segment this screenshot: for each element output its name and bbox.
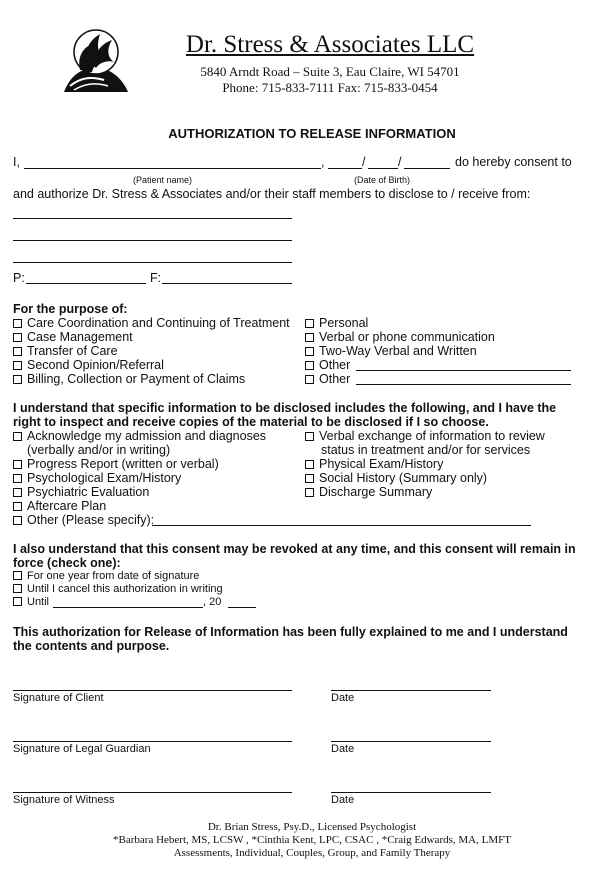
checkbox[interactable]: [13, 584, 22, 593]
checkbox[interactable]: [13, 488, 22, 497]
purpose-option-care-coordination[interactable]: Care Coordination and Continuing of Treatment: [13, 316, 290, 330]
guardian-signature-line[interactable]: [13, 741, 292, 742]
checkbox[interactable]: [305, 432, 314, 441]
checkbox[interactable]: [13, 333, 22, 342]
client-signature-label: Signature of Client: [13, 692, 104, 704]
revoke-year-line[interactable]: [228, 607, 256, 608]
checkbox[interactable]: [305, 375, 314, 384]
disclose-option-other[interactable]: Other (Please specify):: [13, 513, 154, 527]
consent-comma: ,: [321, 155, 325, 169]
authorize-text: and authorize Dr. Stress & Associates and/or their staff members to disclose to / receive from:: [13, 187, 531, 201]
form-title: AUTHORIZATION TO RELEASE INFORMATION: [168, 126, 456, 141]
dob-day-line[interactable]: [368, 168, 398, 169]
checkbox[interactable]: [13, 375, 22, 384]
client-date-line[interactable]: [331, 690, 491, 691]
checkbox[interactable]: [13, 502, 22, 511]
disclose-other-line[interactable]: [152, 525, 531, 526]
disclose-option-physical-exam[interactable]: Physical Exam/History: [305, 457, 443, 471]
checkbox[interactable]: [13, 516, 22, 525]
checkbox[interactable]: [305, 474, 314, 483]
revoke-year-prefix: , 20: [203, 596, 222, 608]
footer-services: Assessments, Individual, Couples, Group, and Family Therapy: [173, 847, 451, 859]
company-name: Dr. Stress & Associates LLC: [185, 31, 475, 58]
checkbox[interactable]: [13, 571, 22, 580]
witness-date-label: Date: [331, 794, 355, 806]
phone-label: P:: [13, 271, 25, 285]
purpose-option-personal[interactable]: Personal: [305, 316, 368, 330]
checkbox[interactable]: [13, 474, 22, 483]
checkbox[interactable]: [305, 347, 314, 356]
witness-signature-label: Signature of Witness: [13, 794, 115, 806]
footer-staff: *Barbara Hebert, MS, LCSW , *Cinthia Kent, LPC, CSAC , *Craig Edwards, MA, LMFT: [113, 834, 511, 846]
dob-slash-1: /: [362, 155, 366, 169]
witness-signature-line[interactable]: [13, 792, 292, 793]
revoke-option-until-cancel[interactable]: Until I cancel this authorization in writing: [13, 583, 223, 596]
checkbox[interactable]: [305, 460, 314, 469]
disclose-option-social-history[interactable]: Social History (Summary only): [305, 471, 487, 485]
revoke-option-until-date[interactable]: Until: [13, 596, 49, 609]
revoke-heading-2: force (check one):: [13, 556, 121, 570]
checkbox[interactable]: [13, 597, 22, 606]
company-phone: Phone: 715-833-7111 Fax: 715-833-0454: [222, 80, 438, 95]
purpose-option-case-management[interactable]: Case Management: [13, 330, 133, 344]
phone-line[interactable]: [26, 283, 146, 284]
footer-psychologist: Dr. Brian Stress, Psy.D., Licensed Psychologist: [207, 821, 417, 833]
disclose-option-verbal-exchange[interactable]: Verbal exchange of information to review: [305, 429, 545, 443]
revoke-until-date-line[interactable]: [53, 607, 203, 608]
disclose-option-admission[interactable]: Acknowledge my admission and diagnoses: [13, 429, 266, 443]
purpose-other-1-line[interactable]: [356, 370, 571, 371]
guardian-date-line[interactable]: [331, 741, 491, 742]
fax-line[interactable]: [162, 283, 292, 284]
dob-label: (Date of Birth): [354, 175, 411, 185]
company-address: 5840 Arndt Road – Suite 3, Eau Claire, WI 54701: [200, 64, 460, 79]
checkbox[interactable]: [305, 488, 314, 497]
client-date-label: Date: [331, 692, 355, 704]
purpose-option-two-way[interactable]: Two-Way Verbal and Written: [305, 344, 477, 358]
purpose-option-second-opinion[interactable]: Second Opinion/Referral: [13, 358, 164, 372]
disclose-option-discharge[interactable]: Discharge Summary: [305, 485, 432, 499]
guardian-signature-label: Signature of Legal Guardian: [13, 743, 151, 755]
recipient-line-1[interactable]: [13, 218, 292, 219]
checkbox[interactable]: [13, 347, 22, 356]
disclose-admission-cont: (verbally and/or in writing): [27, 443, 171, 457]
dob-slash-2: /: [398, 155, 402, 169]
client-signature-line[interactable]: [13, 690, 292, 691]
purpose-option-other-2[interactable]: Other: [305, 372, 350, 386]
recipient-line-2[interactable]: [13, 240, 292, 241]
checkbox[interactable]: [305, 361, 314, 370]
purpose-option-billing[interactable]: Billing, Collection or Payment of Claims: [13, 372, 245, 386]
explained-line-2: the contents and purpose.: [13, 639, 170, 653]
disclosure-heading-1: I understand that specific information to be disclosed includes the following, and I have the: [13, 401, 557, 415]
disclose-option-psych-eval[interactable]: Psychiatric Evaluation: [13, 485, 149, 499]
recipient-line-3[interactable]: [13, 262, 292, 263]
purpose-option-verbal-phone[interactable]: Verbal or phone communication: [305, 330, 495, 344]
revoke-option-one-year[interactable]: For one year from date of signature: [13, 570, 199, 583]
patient-name-label: (Patient name): [133, 175, 193, 185]
checkbox[interactable]: [305, 319, 314, 328]
purpose-option-other-1[interactable]: Other: [305, 358, 350, 372]
company-logo: [60, 26, 132, 96]
dob-month-line[interactable]: [328, 168, 362, 169]
checkbox[interactable]: [13, 432, 22, 441]
fax-label: F:: [150, 271, 162, 285]
disclose-verbal-exchange-cont: status in treatment and/or for services: [321, 443, 531, 457]
witness-date-line[interactable]: [331, 792, 491, 793]
purpose-heading: For the purpose of:: [13, 302, 128, 316]
purpose-other-2-line[interactable]: [356, 384, 571, 385]
revoke-heading-1: I also understand that this consent may be revoked at any time, and this consent will remain in: [13, 542, 576, 556]
explained-line-1: This authorization for Release of Information has been fully explained to me and I understand: [13, 625, 568, 639]
checkbox[interactable]: [305, 333, 314, 342]
disclose-option-progress[interactable]: Progress Report (written or verbal): [13, 457, 219, 471]
checkbox[interactable]: [13, 361, 22, 370]
disclose-option-psych-exam[interactable]: Psychological Exam/History: [13, 471, 181, 485]
consent-suffix: do hereby consent to: [455, 155, 572, 169]
purpose-option-transfer-of-care[interactable]: Transfer of Care: [13, 344, 118, 358]
dob-year-line[interactable]: [404, 168, 450, 169]
disclose-option-aftercare[interactable]: Aftercare Plan: [13, 499, 106, 513]
checkbox[interactable]: [13, 460, 22, 469]
consent-prefix: I,: [13, 155, 20, 169]
patient-name-line[interactable]: [24, 168, 321, 169]
disclosure-heading-2: right to inspect and receive copies of the material to be disclosed if I so choose.: [13, 415, 489, 429]
checkbox[interactable]: [13, 319, 22, 328]
guardian-date-label: Date: [331, 743, 355, 755]
